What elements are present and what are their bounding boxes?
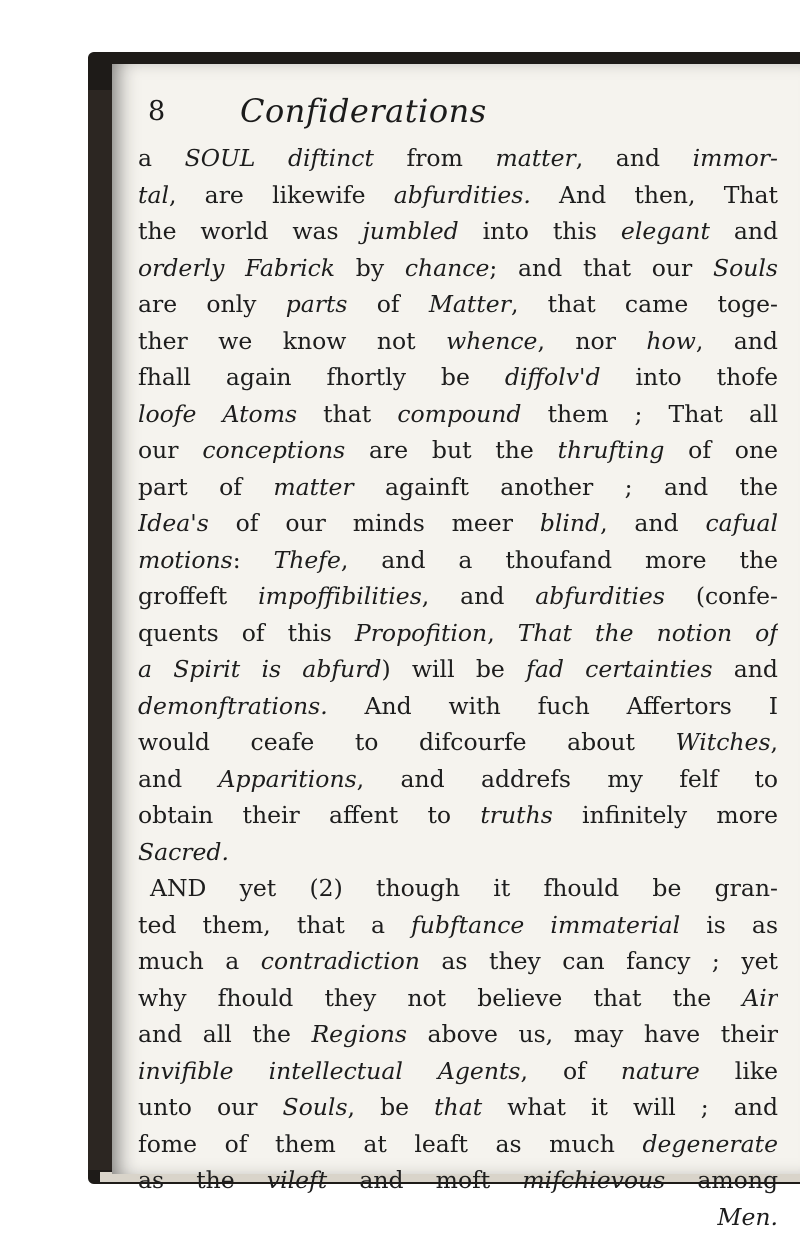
roman-text: and [709, 217, 778, 245]
italic-text: contradiction [260, 947, 420, 975]
text-line [138, 432, 778, 469]
roman-text: , be [347, 1093, 435, 1121]
text-line [138, 286, 778, 323]
italic-text: Air [742, 983, 778, 1012]
roman-text: And with fuch Affertors I [327, 691, 778, 720]
roman-text: : [232, 545, 274, 574]
roman-text: by [335, 253, 405, 282]
roman-text: , that came toge- [510, 290, 778, 318]
italic-text: motions [138, 545, 233, 574]
roman-text: , [487, 618, 518, 647]
roman-text: ther we know not [138, 326, 447, 355]
italic-text: blind [539, 509, 601, 537]
text-line [138, 907, 778, 944]
roman-text: is as [680, 910, 778, 939]
roman-text: And then, That [530, 180, 778, 209]
italic-text: orderly Fabrick [138, 253, 336, 282]
roman-text: like [699, 1056, 778, 1085]
italic-text: abfurdities. [393, 180, 531, 209]
text-line [138, 1016, 778, 1053]
italic-text: diftinct [287, 144, 374, 172]
text-line [138, 505, 778, 542]
roman-text: ted them, that a [138, 910, 412, 939]
text-line [138, 870, 778, 907]
text-line [138, 1053, 778, 1090]
roman-text: as they can fancy ; yet [419, 947, 778, 975]
roman-text: are but the [345, 436, 558, 464]
italic-text: thrufting [557, 436, 665, 464]
text-line [138, 761, 778, 798]
text-line [138, 396, 778, 433]
roman-text: AND yet (2) though it fhould be gran- [150, 874, 778, 902]
roman-text: , and [600, 509, 706, 537]
italic-text: SOUL [184, 144, 256, 172]
italic-text: vileft [266, 1166, 328, 1194]
text-line [138, 1162, 778, 1199]
text-line [138, 651, 778, 688]
roman-text: fhall again fhortly be [138, 363, 505, 391]
italic-text: cafual [705, 509, 778, 537]
roman-text: obtain their affent to [138, 801, 481, 829]
text-line [138, 943, 778, 980]
italic-text: immor- [692, 144, 778, 172]
italic-text: fubftance immaterial [411, 910, 681, 939]
roman-text: a [138, 144, 185, 172]
roman-text: groffeft [138, 582, 259, 610]
roman-text: ; and that our [489, 253, 714, 282]
italic-text: Apparitions [218, 764, 357, 793]
italic-text: loofe Atoms [138, 399, 298, 428]
roman-text: that [297, 399, 398, 428]
text-line [138, 1126, 778, 1163]
italic-text: that [434, 1093, 483, 1121]
italic-text: abfurdities [535, 582, 665, 610]
italic-text: whence [446, 326, 538, 355]
italic-text: Matter [428, 290, 511, 318]
text-line [138, 469, 778, 506]
text-line [138, 834, 778, 871]
roman-text: among [665, 1166, 778, 1194]
roman-text: againft another ; and the [353, 472, 778, 501]
text-line [138, 359, 778, 396]
roman-text: what it will ; and [482, 1093, 778, 1121]
roman-text: them ; That all [521, 399, 778, 428]
italic-text: Souls [282, 1093, 348, 1121]
page-header [138, 92, 778, 136]
roman-text: from [373, 144, 496, 172]
text-line [138, 140, 778, 177]
roman-text: into this [458, 217, 621, 245]
italic-text: parts [285, 290, 348, 318]
italic-text: matter [273, 472, 354, 501]
roman-text: why fhould they not believe that the [138, 983, 743, 1012]
italic-text: fad certainties [526, 655, 713, 683]
italic-text: nature [620, 1056, 700, 1085]
italic-text: mifchievous [522, 1166, 666, 1194]
text-line [138, 177, 778, 214]
roman-text: and [138, 764, 219, 793]
roman-text: of [347, 290, 429, 318]
roman-text: , of [520, 1056, 621, 1085]
text-line [138, 1089, 778, 1126]
roman-text: would ceafe to difcourfe about [138, 728, 676, 756]
roman-text: are only [138, 290, 286, 318]
text-line [138, 250, 778, 287]
roman-text: our [138, 436, 203, 464]
text-line [138, 578, 778, 615]
roman-text: into thofe [600, 363, 778, 391]
italic-text: demonftrations. [138, 691, 328, 720]
italic-text: Witches [675, 728, 771, 756]
roman-text: as the [138, 1166, 267, 1194]
roman-text: ) will be [381, 655, 527, 683]
italic-text: Regions [311, 1020, 407, 1048]
italic-text: diffolv'd [504, 363, 601, 391]
italic-text: Sacred. [138, 837, 229, 866]
roman-text: , and a thoufand more the [340, 545, 778, 574]
roman-text: of one [664, 436, 778, 464]
running-head: Confiderations [240, 92, 487, 130]
roman-text: and moft [327, 1166, 523, 1194]
italic-text: jumbled [362, 217, 459, 245]
roman-text: , and [575, 144, 693, 172]
roman-text [255, 144, 288, 172]
italic-text: invifible intellectual Agents [138, 1056, 521, 1085]
text-line [138, 615, 778, 652]
roman-text: , are likewife [168, 180, 394, 209]
roman-text: part of [138, 472, 274, 501]
italic-text: matter [495, 144, 576, 172]
roman-text: above us, may have their [406, 1020, 778, 1048]
italic-text: tal [138, 180, 169, 209]
italic-text: compound [397, 399, 522, 428]
text-line [138, 797, 778, 834]
text-line [138, 688, 778, 725]
italic-text: Idea's [138, 509, 209, 537]
italic-text: That the notion of [517, 618, 778, 647]
italic-text: Souls [713, 253, 778, 282]
italic-text: Men. [717, 1202, 778, 1231]
roman-text: , and [695, 326, 778, 355]
body-text [138, 140, 778, 1235]
roman-text: and all the [138, 1020, 312, 1048]
roman-text: of our minds meer [208, 509, 540, 537]
text-line [138, 980, 778, 1017]
page-number: 8 [148, 96, 166, 127]
italic-text: chance [404, 253, 490, 282]
italic-text: impoffibilities [258, 582, 422, 610]
text-line [138, 724, 778, 761]
roman-text: , nor [537, 326, 647, 355]
text-line [138, 542, 778, 579]
text-line [138, 1199, 778, 1236]
italic-text: a Spirit is abfurd [138, 655, 382, 683]
roman-text: fome of them at leaft as much [138, 1129, 643, 1158]
roman-text: and [712, 655, 778, 683]
roman-text: , and addrefs my felf to [356, 764, 778, 793]
roman-text: infinitely more [552, 801, 778, 829]
roman-text: (confe- [664, 582, 778, 610]
italic-text: degenerate [642, 1129, 778, 1158]
text-line [138, 323, 778, 360]
roman-text: , [770, 728, 778, 756]
italic-text: truths [480, 801, 553, 829]
roman-text: much a [138, 947, 261, 975]
roman-text: unto our [138, 1093, 283, 1121]
roman-text: the world was [138, 217, 363, 245]
italic-text: elegant [620, 217, 710, 245]
roman-text: quents of this [138, 618, 355, 647]
text-line [138, 213, 778, 250]
italic-text: Propofition [354, 618, 488, 647]
italic-text: Thefe [273, 545, 341, 574]
roman-text: , and [421, 582, 536, 610]
italic-text: how [646, 326, 696, 355]
italic-text: conceptions [202, 436, 346, 464]
